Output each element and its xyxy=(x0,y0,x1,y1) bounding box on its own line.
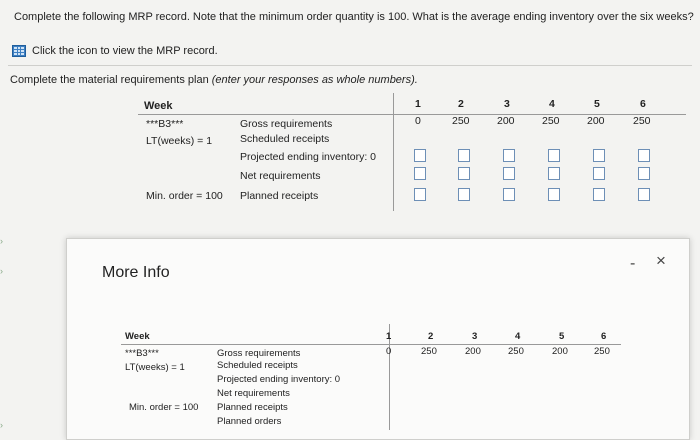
week-4: 4 xyxy=(549,98,555,110)
lead-time: LT(weeks) = 1 xyxy=(125,362,185,373)
input-projected-w2[interactable] xyxy=(458,149,470,162)
gross-6: 250 xyxy=(633,115,651,127)
row-planned-orders: Planned orders xyxy=(217,416,282,427)
input-planned-w5[interactable] xyxy=(593,188,605,201)
dialog-title: More Info xyxy=(102,264,170,281)
week-1: 1 xyxy=(415,98,421,110)
week-2: 2 xyxy=(428,331,434,342)
week-6: 6 xyxy=(640,98,646,110)
input-planned-w4[interactable] xyxy=(548,188,560,201)
chevron-right-icon: › xyxy=(0,266,3,276)
week-label: Week xyxy=(144,100,173,112)
input-net-w3[interactable] xyxy=(503,167,515,180)
divider xyxy=(8,65,692,66)
row-planned-receipts: Planned receipts xyxy=(217,402,288,413)
chevron-right-icon: › xyxy=(0,236,3,246)
gross-1: 0 xyxy=(415,115,421,127)
row-projected: Projected ending inventory: 0 xyxy=(240,151,377,163)
link-label: Click the icon to view the MRP record. xyxy=(32,45,218,57)
input-net-w2[interactable] xyxy=(458,167,470,180)
close-button[interactable]: × xyxy=(656,251,666,270)
gross-5: 200 xyxy=(587,115,605,127)
row-net: Net requirements xyxy=(217,388,290,399)
gross-2: 250 xyxy=(421,346,437,357)
input-net-w1[interactable] xyxy=(414,167,426,180)
input-projected-w4[interactable] xyxy=(548,149,560,162)
gross-1: 0 xyxy=(386,346,392,357)
input-net-w4[interactable] xyxy=(548,167,560,180)
row-planned: Planned receipts xyxy=(240,190,319,202)
question-text: Complete the following MRP record. Note that the minimum order quantity is 100. What is the average ending inventory over the six weeks? xyxy=(14,11,694,23)
week-label: Week xyxy=(125,331,150,342)
week-1: 1 xyxy=(386,331,392,342)
input-projected-w6[interactable] xyxy=(638,149,650,162)
input-projected-w5[interactable] xyxy=(593,149,605,162)
lead-time: LT(weeks) = 1 xyxy=(146,135,213,147)
input-planned-w2[interactable] xyxy=(458,188,470,201)
row-scheduled: Scheduled receipts xyxy=(217,360,298,371)
input-planned-w3[interactable] xyxy=(503,188,515,201)
table-icon[interactable] xyxy=(12,45,26,57)
week-6: 6 xyxy=(601,331,607,342)
week-2: 2 xyxy=(458,98,464,110)
min-order: Min. order = 100 xyxy=(129,402,199,413)
gross-6: 250 xyxy=(594,346,610,357)
gross-4: 250 xyxy=(508,346,524,357)
week-4: 4 xyxy=(515,331,521,342)
view-mrp-link[interactable] xyxy=(12,45,218,57)
column-divider xyxy=(393,93,394,211)
input-planned-w6[interactable] xyxy=(638,188,650,201)
input-net-w6[interactable] xyxy=(638,167,650,180)
instruction-text: Complete the material requirements plan (enter your responses as whole numbers). xyxy=(10,74,418,86)
gross-3: 200 xyxy=(465,346,481,357)
item-code: ***B3*** xyxy=(146,118,184,130)
input-projected-w1[interactable] xyxy=(414,149,426,162)
gross-3: 200 xyxy=(497,115,515,127)
header-rule xyxy=(121,344,621,345)
minimize-button[interactable]: - xyxy=(630,255,636,272)
more-info-dialog xyxy=(66,238,690,440)
chevron-right-icon: › xyxy=(0,420,3,430)
row-gross: Gross requirements xyxy=(217,348,301,359)
row-scheduled: Scheduled receipts xyxy=(240,133,330,145)
item-code: ***B3*** xyxy=(125,348,159,359)
gross-5: 200 xyxy=(552,346,568,357)
row-projected: Projected ending inventory: 0 xyxy=(217,374,341,385)
row-gross: Gross requirements xyxy=(240,118,333,130)
gross-4: 250 xyxy=(542,115,560,127)
week-5: 5 xyxy=(559,331,565,342)
gross-2: 250 xyxy=(452,115,470,127)
input-net-w5[interactable] xyxy=(593,167,605,180)
min-order: Min. order = 100 xyxy=(146,190,223,202)
input-planned-w1[interactable] xyxy=(414,188,426,201)
mrp-table xyxy=(138,93,686,213)
week-5: 5 xyxy=(594,98,600,110)
week-3: 3 xyxy=(472,331,478,342)
mrp-record-table xyxy=(121,324,621,432)
week-3: 3 xyxy=(504,98,510,110)
row-net: Net requirements xyxy=(240,170,321,182)
input-projected-w3[interactable] xyxy=(503,149,515,162)
